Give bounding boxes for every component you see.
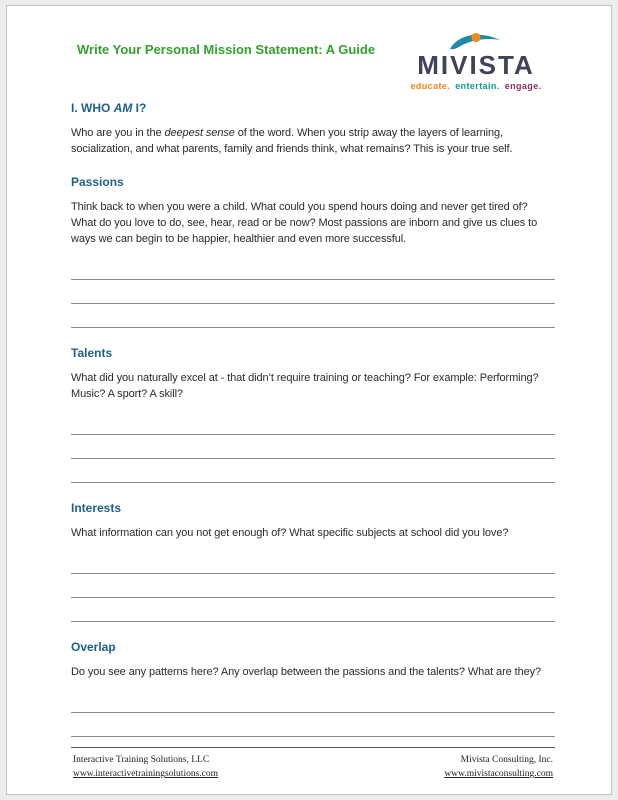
fill-in-line	[71, 713, 555, 737]
overlap-prompt: Do you see any patterns here? Any overlap between the passions and the talents? What are they?	[71, 666, 542, 678]
fill-in-line	[71, 550, 555, 574]
tagline-word-educate: educate.	[410, 81, 451, 91]
section-heading-who-am-i	[71, 101, 555, 115]
fill-in-line	[71, 411, 555, 435]
worksheet-page	[6, 5, 612, 795]
talents-prompt: What did you naturally excel at - that didn’t require training or teaching? For example: Performing? Music? A sport? A skill?	[71, 372, 539, 400]
section-heading-talents: Talents	[71, 346, 113, 360]
who-intro-post: of the word. When you strip away the layers of learning, socialization, and what parents, family and friends think, what remains? This is your true self.	[71, 127, 513, 155]
logo-wordmark: MIVISTA	[417, 50, 535, 80]
passions-fill-in-lines	[71, 256, 555, 328]
section-heading-interests: Interests	[71, 501, 122, 515]
footer-right	[444, 753, 553, 782]
section-passions	[71, 175, 555, 328]
mivista-logo	[397, 30, 555, 91]
who-heading-post: I?	[132, 101, 147, 115]
logo-tagline	[397, 81, 555, 91]
who-heading-pre: I. WHO	[71, 101, 114, 115]
section-heading-passions: Passions	[71, 175, 124, 189]
tagline-word-engage: engage.	[504, 81, 542, 91]
section-heading-overlap: Overlap	[71, 640, 116, 654]
page-header	[71, 30, 555, 91]
page-content	[7, 6, 611, 737]
footer-left	[73, 753, 218, 782]
footer-left-org: Interactive Training Solutions, LLC	[73, 755, 210, 765]
page-footer	[71, 747, 555, 782]
fill-in-line	[71, 256, 555, 280]
fill-in-line	[71, 435, 555, 459]
fill-in-line	[71, 574, 555, 598]
tagline-word-entertain: entertain.	[455, 81, 500, 91]
fill-in-line	[71, 280, 555, 304]
who-intro-paragraph	[71, 125, 555, 157]
who-intro-pre: Who are you in the	[71, 127, 165, 139]
who-heading-italic: AM	[113, 101, 133, 115]
fill-in-line	[71, 689, 555, 713]
section-interests	[71, 501, 555, 622]
fill-in-line	[71, 304, 555, 328]
section-overlap	[71, 640, 555, 737]
fill-in-line	[71, 459, 555, 483]
page-title: Write Your Personal Mission Statement: A Guide	[77, 42, 376, 57]
overlap-fill-in-lines	[71, 689, 555, 737]
interests-prompt: What information can you not get enough of? What specific subjects at school did you love?	[71, 527, 509, 539]
fill-in-line	[71, 598, 555, 622]
section-talents	[71, 346, 555, 483]
who-intro-italic: deepest sense	[164, 127, 235, 139]
interests-fill-in-lines	[71, 550, 555, 622]
passions-prompt: Think back to when you were a child. What could you spend hours doing and never get tired of? What do you love to do, see, hear, read or be now? Most passions are inborn and give us clues to ways we can begin to be happier, healthier and even more successful.	[71, 201, 538, 245]
footer-right-org: Mivista Consulting, Inc.	[460, 755, 553, 765]
footer-right-link[interactable]: www.mivistaconsulting.com	[444, 769, 553, 780]
talents-fill-in-lines	[71, 411, 555, 483]
footer-left-link[interactable]: www.interactivetrainingsolutions.com	[73, 769, 219, 780]
